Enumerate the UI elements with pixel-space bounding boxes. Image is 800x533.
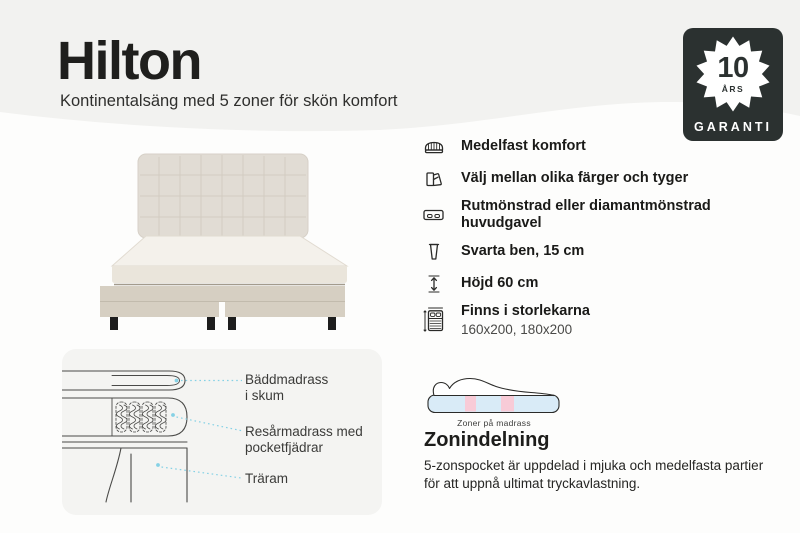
bed-mattress-top xyxy=(112,236,347,266)
feature-label: Svarta ben, 15 cm xyxy=(461,243,585,260)
zones-heading: Zonindelning xyxy=(424,429,550,451)
sizes-icon xyxy=(420,307,447,333)
bed-topper-edge xyxy=(112,266,347,283)
headboard-icon xyxy=(420,202,447,228)
feature-label: Medelfast komfort xyxy=(461,138,586,155)
layer-label-line: Träram xyxy=(245,471,288,486)
leg-icon xyxy=(420,239,447,265)
guarantee-starburst xyxy=(693,35,773,113)
layer-label-frame xyxy=(245,471,288,487)
spring-coils xyxy=(117,405,167,429)
guarantee-caption: GARANTI xyxy=(694,120,772,134)
zone-band-shoulder xyxy=(465,396,476,412)
swatches-icon xyxy=(420,166,447,192)
guarantee-years-suffix: ÅRS xyxy=(721,84,745,94)
height-icon xyxy=(420,271,447,297)
feature-headboard xyxy=(420,198,790,233)
zones-mattress xyxy=(428,395,559,413)
bed-base-upper xyxy=(100,286,345,301)
layer-label-line: Resårmadrass med xyxy=(245,424,363,439)
mattress-icon xyxy=(420,134,447,160)
guarantee-years-number: 10 xyxy=(717,52,749,84)
layer-label-topper xyxy=(245,372,328,404)
feature-label: Höjd 60 cm xyxy=(461,275,539,292)
layers-cutaway-diagram xyxy=(62,349,262,515)
zones-caption: Zoner på madrass xyxy=(457,418,531,428)
layer-label-line: i skum xyxy=(245,387,285,403)
feature-sublabel: 160x200, 180x200 xyxy=(461,322,573,338)
layer-label-springs xyxy=(245,424,363,456)
bed-base-left-box xyxy=(100,302,219,317)
bed-legs xyxy=(110,317,336,330)
bed-base-right-box xyxy=(225,302,345,317)
construction-layers-card xyxy=(62,349,382,515)
leader-lines xyxy=(156,379,243,478)
person-silhouette xyxy=(433,379,553,396)
feature-label: Välj mellan olika färger och tyger xyxy=(461,170,689,187)
feature-sizes xyxy=(420,303,790,337)
feature-legs xyxy=(420,239,790,265)
layer-label-line: Bäddmadrass xyxy=(245,372,329,387)
feature-comfort xyxy=(420,134,790,160)
bed-illustration xyxy=(88,140,398,330)
layer-label-line: pocketfjädrar xyxy=(245,439,324,455)
feature-list xyxy=(420,134,790,337)
guarantee-years xyxy=(693,35,773,113)
page-subtitle: Kontinentalsäng med 5 zoner för skön komfort xyxy=(60,92,398,110)
zones-diagram xyxy=(425,366,563,416)
feature-label: Rutmönstrad eller diamantmönstrad huvudgavel xyxy=(461,198,711,232)
page-title: Hilton xyxy=(57,31,201,91)
feature-height xyxy=(420,271,790,297)
zone-band-hip xyxy=(501,396,514,412)
feature-fabrics xyxy=(420,166,790,192)
guarantee-badge xyxy=(683,28,783,141)
zones-body: 5-zonspocket är uppdelad i mjuka och medelfasta partier för att uppnå ultimat tryckavlastning. xyxy=(424,458,764,492)
feature-label: Finns i storlekarna xyxy=(461,302,590,319)
